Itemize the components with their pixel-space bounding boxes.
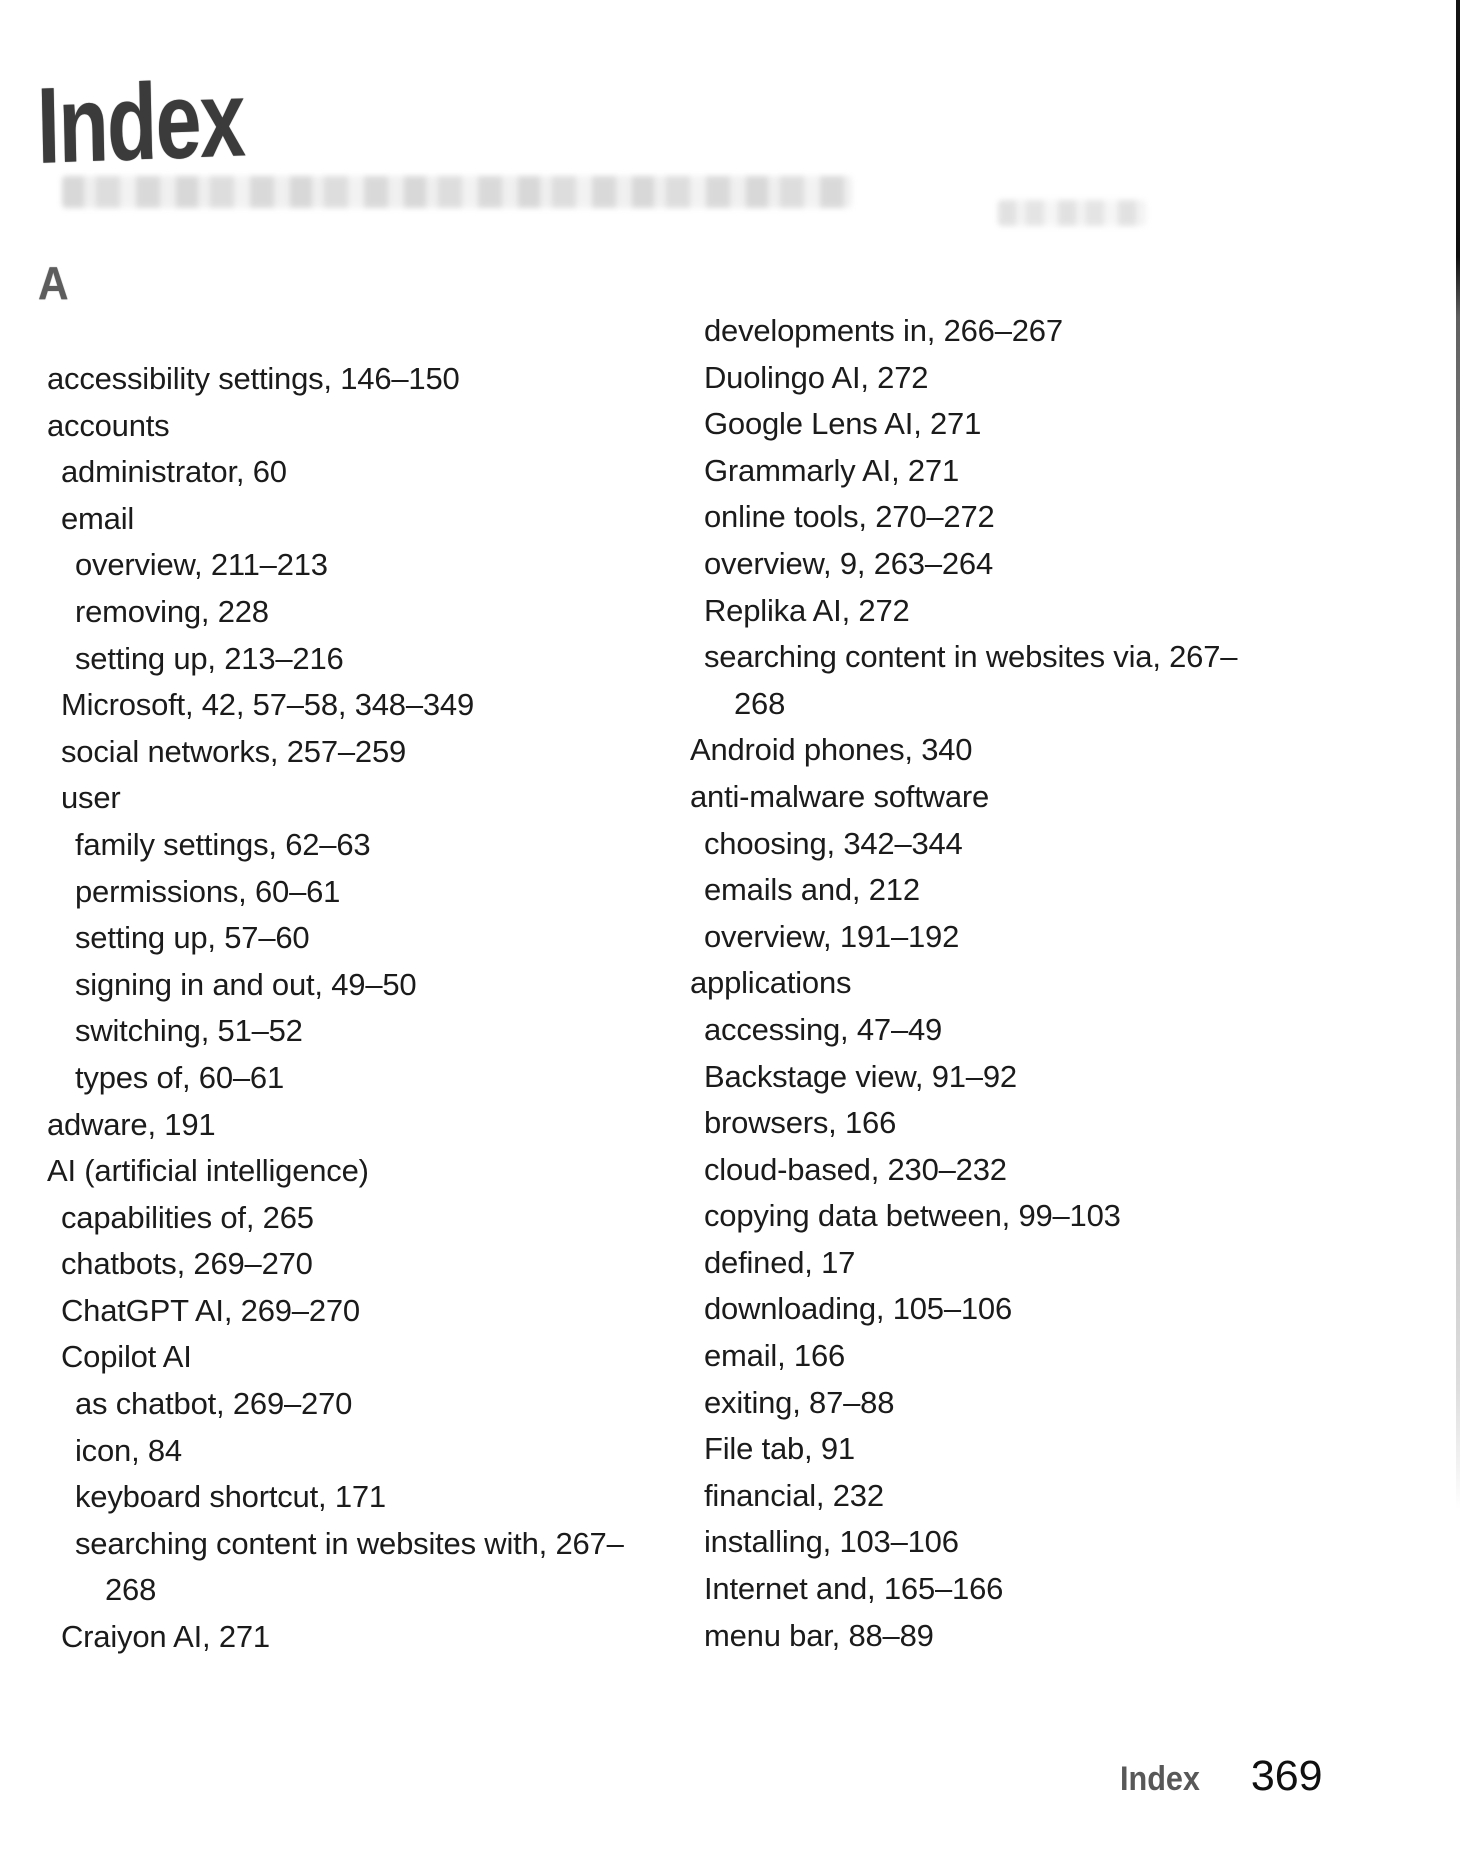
footer-section-label: Index	[1120, 1760, 1200, 1798]
index-entry: searching content in websites with, 267–268	[75, 1525, 624, 1608]
index-entry: icon, 84	[75, 1432, 182, 1468]
index-entry: social networks, 257–259	[61, 733, 407, 769]
index-entry: as chatbot, 269–270	[75, 1386, 353, 1422]
index-entry: cloud-based, 230–232	[704, 1151, 1007, 1187]
bleed-through-text-artifact	[998, 200, 1146, 226]
index-entry: applications	[690, 965, 852, 1001]
index-entry: capabilities of, 265	[61, 1199, 314, 1235]
index-entry: Duolingo AI, 272	[704, 359, 929, 395]
index-entry: Copilot AI	[61, 1339, 192, 1375]
index-entry: Microsoft, 42, 57–58, 348–349	[61, 687, 474, 723]
index-entry: Internet and, 165–166	[704, 1571, 1004, 1607]
index-entry: AI (artificial intelligence)	[47, 1153, 369, 1189]
index-entry: anti-malware software	[690, 778, 990, 814]
index-entry: File tab, 91	[704, 1431, 855, 1467]
index-entry: user	[61, 780, 121, 816]
index-entry: Google Lens AI, 271	[704, 406, 982, 442]
index-entry: setting up, 213–216	[75, 640, 344, 676]
index-entry: removing, 228	[75, 593, 269, 629]
index-entry: developments in, 266–267	[704, 313, 1063, 348]
index-right-column	[690, 308, 1270, 1659]
index-entry: family settings, 62–63	[75, 826, 371, 862]
index-entry: types of, 60–61	[75, 1059, 284, 1095]
index-entry: copying data between, 99–103	[704, 1198, 1121, 1234]
index-entry: adware, 191	[47, 1106, 216, 1142]
index-entry: Backstage view, 91–92	[704, 1058, 1017, 1094]
index-entry: exiting, 87–88	[704, 1384, 895, 1420]
index-entry: accessing, 47–49	[704, 1011, 943, 1047]
index-entry: accessibility settings, 146–150	[47, 361, 460, 396]
index-entry: searching content in websites via, 267–268	[704, 639, 1238, 721]
index-entry: overview, 9, 263–264	[704, 545, 993, 581]
index-entry: signing in and out, 49–50	[75, 966, 417, 1002]
index-entry: emails and, 212	[704, 872, 920, 908]
index-entry: Replika AI, 272	[704, 592, 910, 628]
index-entry: overview, 211–213	[75, 547, 328, 583]
index-entry: setting up, 57–60	[75, 920, 310, 956]
index-entry: Craiyon AI, 271	[61, 1619, 270, 1655]
page-title: Index	[35, 57, 246, 186]
index-entry: keyboard shortcut, 171	[75, 1479, 386, 1515]
bleed-through-text-artifact	[62, 176, 852, 208]
page-edge-scan-artifact	[1456, 0, 1460, 1510]
footer-page-number: 369	[1250, 1752, 1323, 1800]
index-entry: switching, 51–52	[75, 1013, 303, 1049]
index-left-column	[47, 356, 627, 1661]
index-entry: menu bar, 88–89	[704, 1617, 934, 1653]
index-entry: accounts	[47, 407, 170, 443]
index-entry: Grammarly AI, 271	[704, 452, 960, 488]
index-entry: downloading, 105–106	[704, 1291, 1012, 1327]
index-entry: defined, 17	[704, 1244, 856, 1280]
index-entry: installing, 103–106	[704, 1524, 959, 1560]
index-entry: Android phones, 340	[690, 732, 973, 768]
index-entry: browsers, 166	[704, 1105, 897, 1141]
index-entry: financial, 232	[704, 1477, 884, 1513]
index-entry: chatbots, 269–270	[61, 1246, 313, 1282]
index-entry: email, 166	[704, 1338, 846, 1374]
index-entry: administrator, 60	[61, 454, 287, 490]
section-letter-heading: A	[38, 257, 69, 309]
index-entry: email	[61, 500, 135, 536]
index-entry: overview, 191–192	[704, 918, 960, 954]
index-entry: choosing, 342–344	[704, 825, 963, 861]
page-footer	[1120, 1752, 1323, 1801]
index-entry: online tools, 270–272	[704, 499, 995, 535]
index-entry: ChatGPT AI, 269–270	[61, 1292, 360, 1328]
index-entry: permissions, 60–61	[75, 873, 341, 909]
